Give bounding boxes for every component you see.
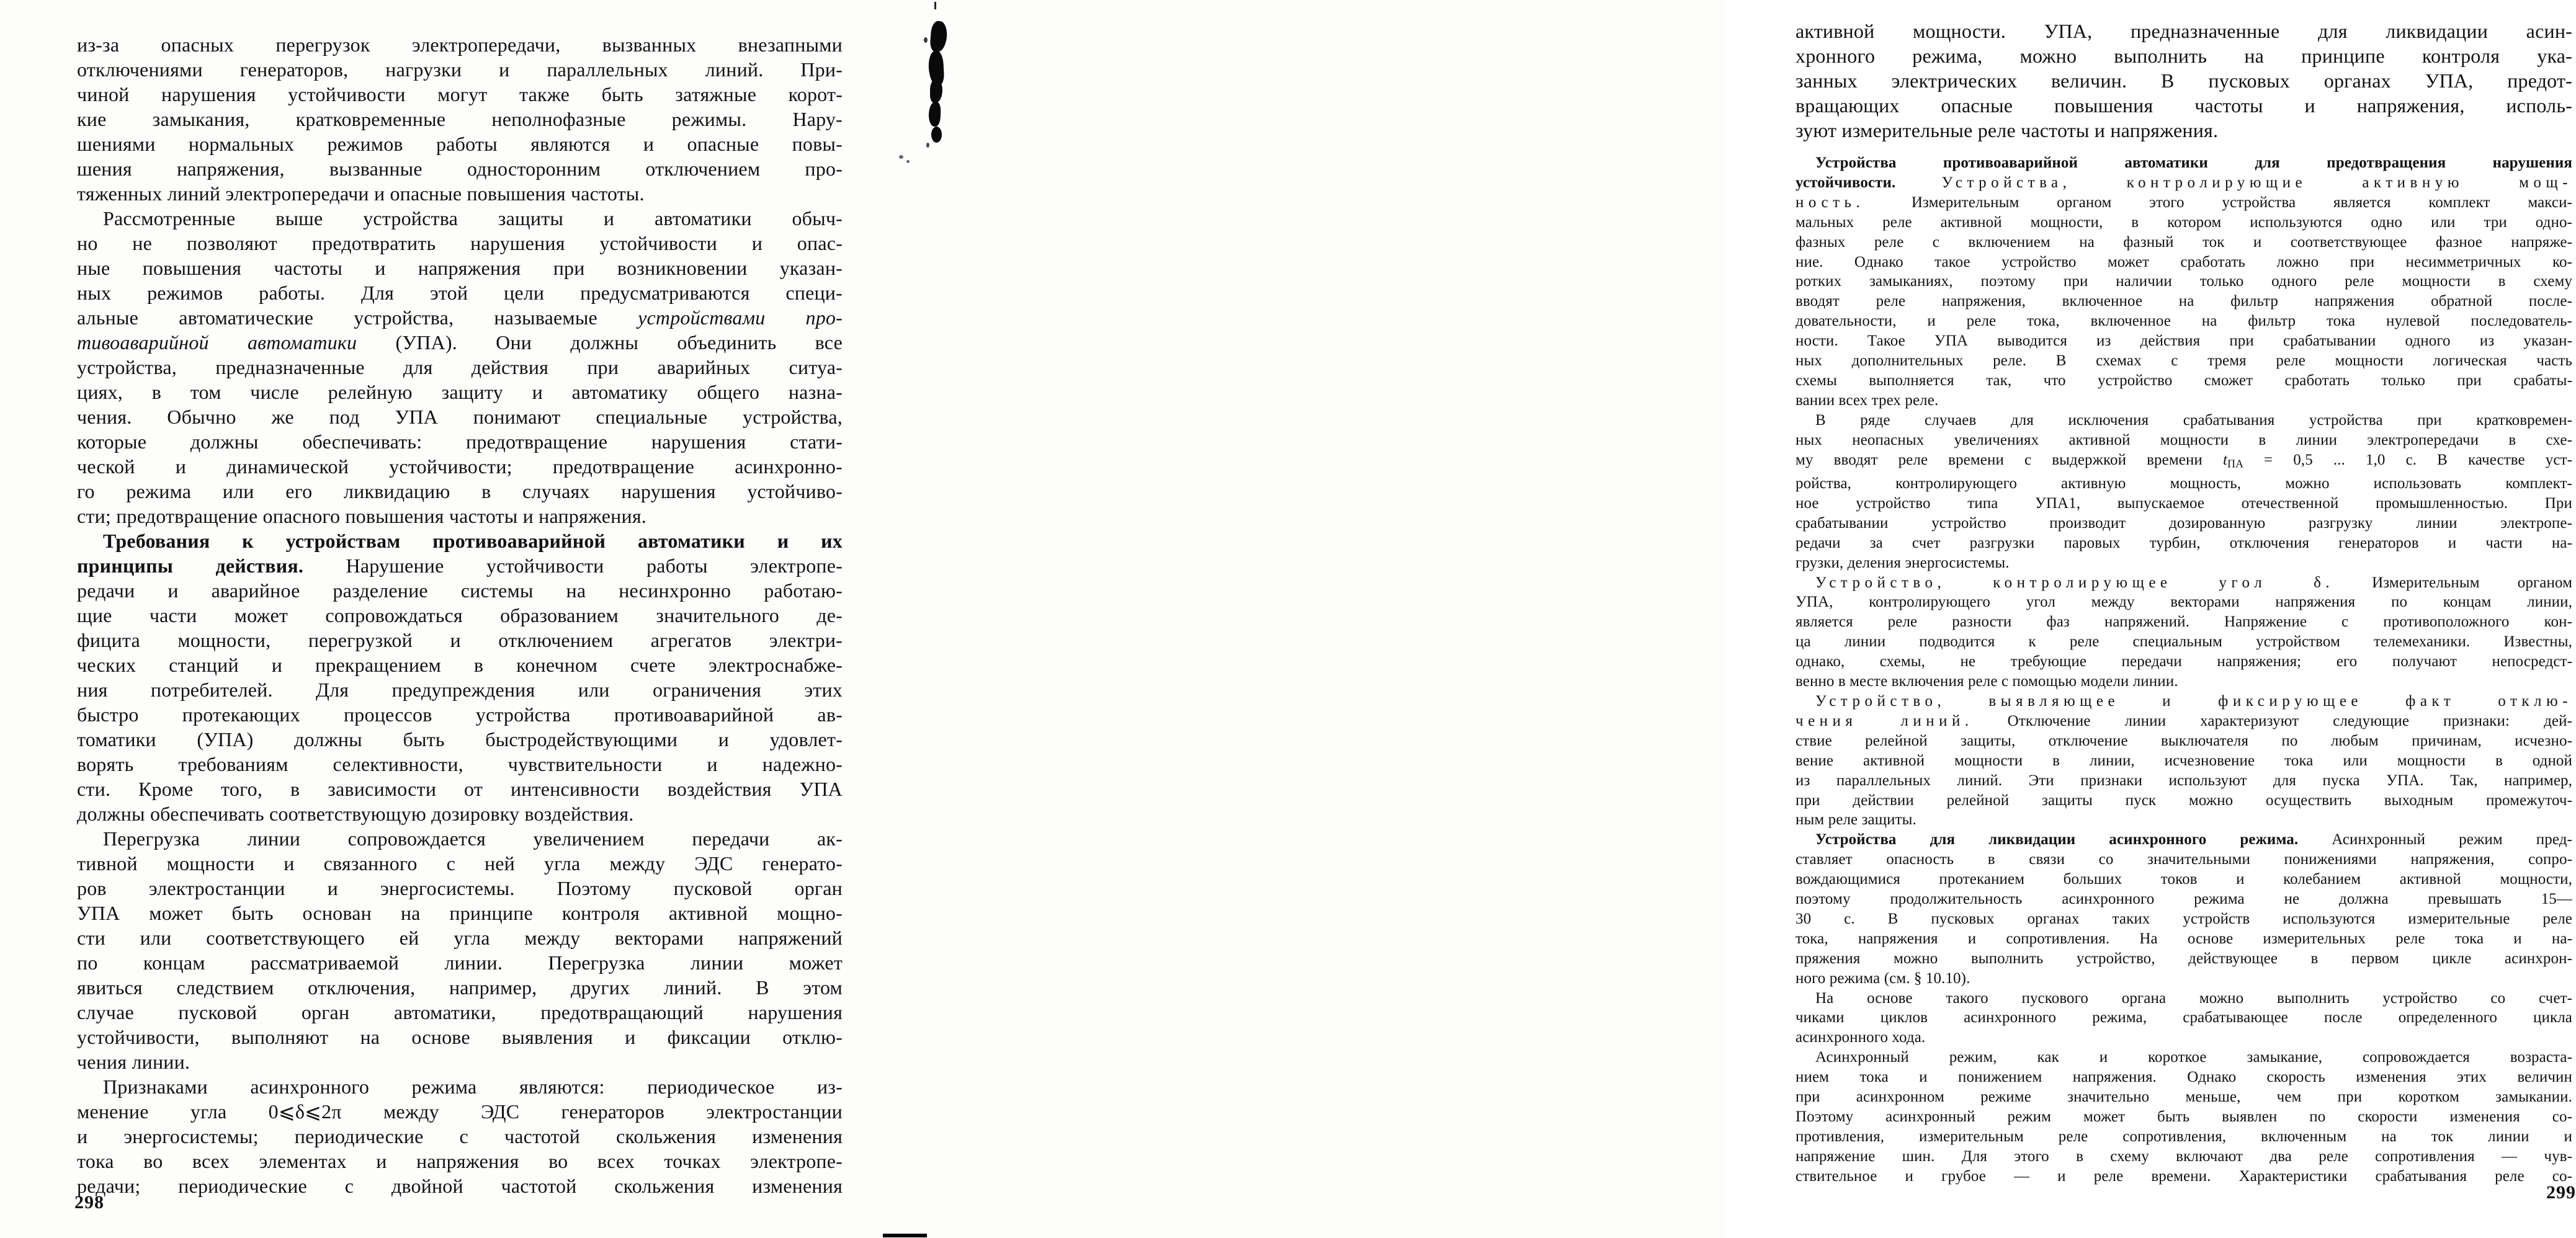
text-line <box>77 1099 843 1124</box>
text-line <box>77 156 843 181</box>
text-line <box>1796 652 2572 672</box>
text-segment: нием тока и понижением напряжения. Однако скорость изменения этих величин <box>1796 1069 2572 1086</box>
text-line <box>1796 19 2572 43</box>
text-segment: ротких замыканиях, поэтому при наличии только одного реле мощности в схему <box>1796 273 2572 290</box>
text-segment: ческих станций и прекращением в конечном счете электроснабже- <box>77 654 843 676</box>
text-line <box>1796 1008 2572 1028</box>
text-line <box>77 826 843 851</box>
text-line <box>1796 494 2572 514</box>
text-line <box>77 32 843 57</box>
text-line <box>1796 830 2572 850</box>
text-segment: сти. Кроме того, в зависимости от интенсивности воздействия УПА <box>77 778 843 800</box>
text-segment: зуют измерительные реле частоты и напряжения. <box>1796 119 2219 141</box>
text-line <box>1796 711 2572 731</box>
text-segment: которые должны обеспечивать: предотвращение нарушения стати- <box>77 430 843 453</box>
text-line <box>77 131 843 156</box>
text-line <box>1796 909 2572 929</box>
text-line <box>77 901 843 925</box>
page-number-left: 298 <box>74 1192 104 1213</box>
text-segment: В ряде случаев для исключения срабатывания устройства при кратковремен- <box>1815 411 2572 429</box>
ink-speck <box>924 37 928 43</box>
text-segment: пряжения можно выполнить устройство, действующее в первом цикле асинхрон- <box>1796 950 2572 967</box>
text-segment: редачи за счет разгрузки паровых турбин, отключения генераторов и части на- <box>1796 534 2572 551</box>
text-segment: ворять требованиям селективности, чувствительности и надежно- <box>77 753 843 775</box>
text-line <box>1796 351 2572 371</box>
text-segment: схемы выполняется так, что устройство сможет сработать только при срабаты- <box>1796 372 2572 389</box>
text-segment: шениями нормальных режимов работы являются и опасные повы- <box>77 133 843 155</box>
text-segment: менение угла 0⩽δ⩽2π между ЭДС генераторов электростанции <box>77 1100 843 1123</box>
text-segment: является реле разности фаз напряжений. Напряжение с противоположного кон- <box>1796 613 2572 631</box>
text-line <box>77 727 843 752</box>
text-segment: срабатывании устройство производит дозированную разгрузку линии электропе- <box>1796 514 2572 532</box>
text-line <box>77 404 843 429</box>
text-line <box>77 876 843 901</box>
text-segment: должны обеспечивать соответствующую дозировку воздействия. <box>77 803 634 825</box>
text-line <box>77 578 843 603</box>
text-line <box>1796 771 2572 791</box>
text-line <box>77 528 843 553</box>
text-segment: томатики (УПА) должны быть быстродействующими и удовлет- <box>77 728 843 750</box>
text-segment: тивоаварийной автоматики <box>77 331 396 354</box>
text-line <box>77 1124 843 1149</box>
text-segment: Отключение линии характеризуют следующие признаки: дей- <box>1973 712 2573 729</box>
text-segment: t <box>2222 451 2227 468</box>
text-line <box>1796 411 2572 430</box>
text-line <box>77 1149 843 1173</box>
text-line <box>77 355 843 380</box>
text-segment: ных дополнительных реле. В схемах с тремя реле мощности логическая часть <box>1796 352 2572 370</box>
text-line <box>1796 1028 2572 1048</box>
text-line <box>1796 272 2572 292</box>
text-line <box>1796 1127 2572 1147</box>
text-segment: ПА <box>2227 457 2243 470</box>
text-line <box>1796 573 2572 593</box>
text-line <box>77 1173 843 1198</box>
text-segment: УПА, контролирующего угол между векторами напряжения по концам линии, <box>1796 594 2572 611</box>
text-line <box>1796 553 2572 573</box>
text-line <box>1796 93 2572 118</box>
text-line <box>1796 672 2572 692</box>
text-line <box>1796 213 2572 233</box>
text-segment: занных электрических величин. В пусковых органах УПА, предот- <box>1796 69 2572 92</box>
text-segment: тока во всех элементах и напряжения во всех точках электропе- <box>77 1150 843 1172</box>
text-segment: по концам рассматриваемой линии. Перегрузка линии может <box>77 951 843 974</box>
text-segment: быстро протекающих процессов устройства противоаварийной ав- <box>77 703 843 726</box>
text-segment: принципы действия. <box>77 554 304 577</box>
text-segment: довательности, и реле тока, включенное на фильтр тока нулевой последователь- <box>1796 313 2572 330</box>
text-line <box>1796 118 2572 143</box>
text-line <box>1796 850 2572 870</box>
text-segment: вращающих опасные повышения частоты и напряжения, исполь- <box>1796 94 2572 117</box>
text-segment: при асинхронном режиме значительно меньше, чем при коротком замыкании. <box>1796 1089 2572 1106</box>
text-segment: устройствами про- <box>638 306 843 329</box>
text-segment: 30 с. В пусковых органах таких устройств используются измерительные реле <box>1796 910 2572 927</box>
text-segment: устойчивости. <box>1796 174 1942 191</box>
text-line <box>1796 731 2572 751</box>
text-line <box>77 504 843 528</box>
text-segment: тяженных линий электропередачи и опасные повышения частоты. <box>77 182 645 205</box>
text-line <box>77 851 843 876</box>
text-segment: из-за опасных перегрузок электропередачи, вызванных внезапными <box>77 33 843 56</box>
text-segment: Поэтому асинхронный режим может быть выявлен по скорости изменения со- <box>1796 1108 2572 1125</box>
text-segment: сти; предотвращение опасного повышения частоты и напряжения. <box>77 505 646 527</box>
text-segment: ческой и динамической устойчивости; предотвращение асинхронно- <box>77 455 843 478</box>
text-line <box>77 801 843 826</box>
text-line <box>77 305 843 330</box>
text-line <box>1796 1048 2572 1067</box>
text-line <box>77 950 843 975</box>
text-line <box>1796 193 2572 213</box>
right-text-column-small <box>1796 153 2572 1187</box>
text-segment: чиками циклов асинхронного режима, срабатывающее после определенного цикла <box>1796 1009 2572 1026</box>
text-segment: сти или соответствующего ей угла между векторами напряжений <box>77 927 843 949</box>
text-line <box>1796 870 2572 889</box>
text-line <box>1796 430 2572 450</box>
text-line <box>1796 949 2572 969</box>
text-segment: ров электростанции и энергосистемы. Поэтому пусковой орган <box>77 877 843 899</box>
ink-bar <box>883 1234 927 1237</box>
text-segment: Измерительным органом <box>2334 574 2572 591</box>
text-segment: ствие релейной защиты, отключение выключателя по любым причинам, исчезно- <box>1796 732 2572 749</box>
text-line <box>1796 43 2572 68</box>
ink-speck <box>899 155 903 159</box>
text-segment: тивной мощности и связанного с ней угла между ЭДС генерато- <box>77 852 843 875</box>
text-segment: грузки, деления энергосистемы. <box>1796 554 2010 571</box>
text-segment: при действии релейной защиты пуск можно осуществить выходным промежуточ- <box>1796 791 2572 809</box>
text-line <box>77 1074 843 1099</box>
text-line <box>77 280 843 305</box>
text-line <box>1796 233 2572 252</box>
text-line <box>1796 1167 2572 1187</box>
text-segment: устройства, предназначенные для действия при аварийных ситуа- <box>77 356 843 378</box>
text-line <box>1796 1107 2572 1127</box>
text-segment: активной мощности. УПА, предназначенные для ликвидации асин- <box>1796 20 2572 42</box>
text-line <box>1796 612 2572 632</box>
text-line <box>77 1049 843 1074</box>
text-segment: ставляет опасность в связи со значительными понижениями напряжения, сопро- <box>1796 851 2572 868</box>
text-line <box>1796 153 2572 173</box>
text-segment: чения. Обычно же под УПА понимают специальные устройства, <box>77 406 843 428</box>
text-segment: устойчивости, выполняют на основе выявления и фиксации отклю- <box>77 1026 843 1048</box>
text-segment: тока, напряжения и сопротивления. На основе измерительных реле тока и на- <box>1796 930 2572 947</box>
page-left <box>0 0 862 1238</box>
text-segment: вводят реле напряжения, включенное на фильтр напряжения обратной после- <box>1796 293 2572 310</box>
text-segment: циях, в том числе релейную защиту и автоматику общего назна- <box>77 381 843 403</box>
text-segment: вании всех трех реле. <box>1796 391 1939 409</box>
text-segment: ния потребителей. Для предупреждения или ограничения этих <box>77 679 843 701</box>
text-line <box>1796 450 2572 474</box>
text-segment: Нарушение устойчивости работы электропе- <box>303 554 843 577</box>
text-line <box>77 925 843 950</box>
text-segment: Измерительным органом этого устройства является комплект макси- <box>1911 194 2572 211</box>
text-line <box>1796 311 2572 331</box>
text-line <box>77 330 843 355</box>
text-segment: но не позволяют предотвратить нарушения устойчивости и опас- <box>77 232 843 254</box>
text-segment: (УПА). Они должны объединить все <box>395 331 843 354</box>
text-segment: кие замыкания, кратковременные неполнофазные режимы. Нару- <box>77 108 843 130</box>
text-line <box>77 82 843 107</box>
text-line <box>77 702 843 727</box>
text-segment: шения напряжения, вызванные односторонним отключением про- <box>77 158 843 180</box>
text-segment: Асинхронный режим пред- <box>2298 831 2572 848</box>
text-line <box>77 1025 843 1049</box>
text-line <box>1796 1147 2572 1167</box>
text-segment: чиной нарушения устойчивости могут также быть затяжные корот- <box>77 83 843 105</box>
page-right <box>862 0 2576 1238</box>
text-line <box>77 975 843 1000</box>
text-line <box>1796 252 2572 272</box>
text-segment: вождающимися протеканием больших токов и колебанием активной мощности, <box>1796 871 2572 888</box>
text-segment: Требования к устройствам противоаварийной автоматики и их <box>103 530 843 552</box>
text-segment: и энергосистемы; периодические с частотой скольжения изменения <box>77 1125 843 1147</box>
text-line <box>1796 331 2572 351</box>
text-segment: Устройство, контролирующее угол δ. <box>1815 574 2335 591</box>
text-segment: явиться следствием отключения, например, других линий. В этом <box>77 976 843 999</box>
text-line <box>77 107 843 131</box>
text-line <box>77 181 843 206</box>
text-segment: венно в месте включения реле с помощью модели линии. <box>1796 673 2178 690</box>
text-segment: напряжение шин. Для этого в схему включают два реле сопротивления — чув- <box>1796 1147 2572 1165</box>
text-segment: Перегрузка линии сопровождается увеличением передачи ак- <box>103 827 843 850</box>
text-line <box>77 677 843 702</box>
text-line <box>77 553 843 578</box>
text-line <box>1796 514 2572 533</box>
text-line <box>77 206 843 231</box>
text-line <box>1796 68 2572 93</box>
text-segment: чения линии. <box>77 1051 190 1073</box>
ink-smudge <box>931 127 942 143</box>
text-segment: Устройства для ликвидации асинхронного режима. <box>1815 831 2299 848</box>
text-segment: го режима или его ликвидацию в случаях нарушения устойчиво- <box>77 480 843 502</box>
text-line <box>1796 751 2572 771</box>
text-segment: фазных реле с включением на фазный ток и соответствующее фазное напряже- <box>1796 233 2572 251</box>
text-line <box>77 777 843 801</box>
text-line <box>1796 292 2572 311</box>
text-segment: ствительное и грубое — и реле времени. Характеристики срабатывания реле со- <box>1796 1167 2572 1185</box>
text-segment: редачи и аварийное разделение системы на несинхронно работаю- <box>77 579 843 602</box>
text-segment: Устройства, контролирующие активную мощ- <box>1941 174 2572 191</box>
text-segment: асинхронного хода. <box>1796 1029 1926 1046</box>
text-segment: щие части может сопровождаться образованием значительного де- <box>77 604 843 626</box>
text-line <box>1796 474 2572 494</box>
text-line <box>77 429 843 454</box>
text-segment: Устройство, выявляющее и фиксирующее факт отклю- <box>1815 692 2572 710</box>
ink-speck <box>906 160 910 163</box>
text-segment: Рассмотренные выше устройства защиты и автоматики обыч- <box>103 207 843 229</box>
text-line <box>1796 969 2572 989</box>
text-segment: чения линий. <box>1796 712 1974 729</box>
text-line <box>77 628 843 652</box>
text-line <box>77 1000 843 1025</box>
text-segment: Устройства противоаварийной автоматики для предотвращения нарушения <box>1815 154 2572 171</box>
text-line <box>77 256 843 280</box>
text-segment: фицита мощности, перегрузкой и отключением агрегатов электри- <box>77 629 843 651</box>
text-segment: из параллельных линий. Эти признаки используют для пуска УПА. Так, например, <box>1796 772 2572 789</box>
text-line <box>1796 371 2572 391</box>
text-line <box>1796 791 2572 811</box>
text-segment: ные повышения частоты и напряжения при возникновении указан- <box>77 257 843 279</box>
text-segment: На основе такого пускового органа можно выполнить устройство со счет- <box>1815 989 2572 1007</box>
text-segment: ное устройство типа УПА1, выпускаемое отечественной промышленностью. При <box>1796 494 2572 512</box>
text-segment: мальных реле активной мощности, в котором используются одно или три одно- <box>1796 213 2572 231</box>
text-line <box>77 652 843 677</box>
text-segment: поэтому продолжительность асинхронного режима не должна превышать 15— <box>1796 891 2572 908</box>
text-line <box>1796 173 2572 193</box>
text-segment: ным реле защиты. <box>1796 811 1916 829</box>
text-line <box>77 454 843 479</box>
ink-speck <box>926 143 929 148</box>
text-segment: ние. Однако такое устройство может сработать ложно при несимметричных ко- <box>1796 253 2572 270</box>
text-segment: вение активной мощности в линии, исчезновение тока или мощности в одной <box>1796 752 2572 769</box>
text-segment: хронного режима, можно выполнить на принципе контроля ука- <box>1796 45 2572 67</box>
text-segment: му вводят реле времени с выдержкой времени <box>1796 451 2223 468</box>
text-segment: редачи; периодические с двойной частотой скольжения изменения <box>77 1175 843 1197</box>
text-line <box>1796 533 2572 553</box>
right-text-column-large <box>1796 19 2572 143</box>
text-segment: ного режима (см. § 10.10). <box>1796 969 1970 987</box>
text-line <box>1796 592 2572 612</box>
text-segment: ройства, контролирующего активную мощность, можно использовать комплект- <box>1796 475 2572 492</box>
text-segment: ности. Такое УПА выводится из действия при срабатывании одного из указан- <box>1796 332 2572 350</box>
text-segment: Признаками асинхронного режима являются: периодическое из- <box>103 1075 843 1098</box>
text-line <box>1796 989 2572 1009</box>
text-segment: УПА может быть основан на принципе контроля активной мощно- <box>77 902 843 924</box>
text-segment: ность. <box>1796 194 1912 211</box>
text-line <box>1796 889 2572 909</box>
text-segment: ных режимов работы. Для этой цели предусматриваются специ- <box>77 282 843 304</box>
text-segment: случае пусковой орган автоматики, предотвращающий нарушения <box>77 1001 843 1023</box>
text-segment: однако, схемы, не требующие передачи напряжения; его получают непосредст- <box>1796 653 2572 670</box>
text-segment: альные автоматические устройства, называемые <box>77 306 638 329</box>
text-line <box>77 752 843 777</box>
text-line <box>1796 929 2572 949</box>
text-segment: Асинхронный режим, как и короткое замыкание, сопровождается возраста- <box>1815 1049 2572 1066</box>
text-segment: ных неопасных увеличениях активной мощности в линии электропередачи в схе- <box>1796 431 2572 448</box>
text-line <box>77 380 843 404</box>
ink-tick <box>934 2 936 9</box>
text-line <box>77 479 843 504</box>
text-line <box>77 57 843 82</box>
text-line <box>77 603 843 628</box>
left-text-column <box>77 32 843 1198</box>
text-segment: ца линии подводится к реле специальным устройством телемеханики. Известны, <box>1796 633 2572 651</box>
text-line <box>77 231 843 256</box>
text-line <box>1796 810 2572 830</box>
text-line <box>1796 1067 2572 1087</box>
text-line <box>1796 632 2572 652</box>
text-line <box>1796 1087 2572 1107</box>
page-number-right: 299 <box>2546 1182 2576 1203</box>
text-line <box>1796 692 2572 711</box>
text-segment: = 0,5 ... 1,0 с. В качестве уст- <box>2243 451 2572 468</box>
text-segment: противления, измерительным реле сопротивления, включенным на ток линии и <box>1796 1128 2572 1145</box>
text-segment: отключениями генераторов, нагрузки и параллельных линий. При- <box>77 58 843 81</box>
text-line <box>1796 391 2572 411</box>
ink-smudge <box>928 102 941 127</box>
